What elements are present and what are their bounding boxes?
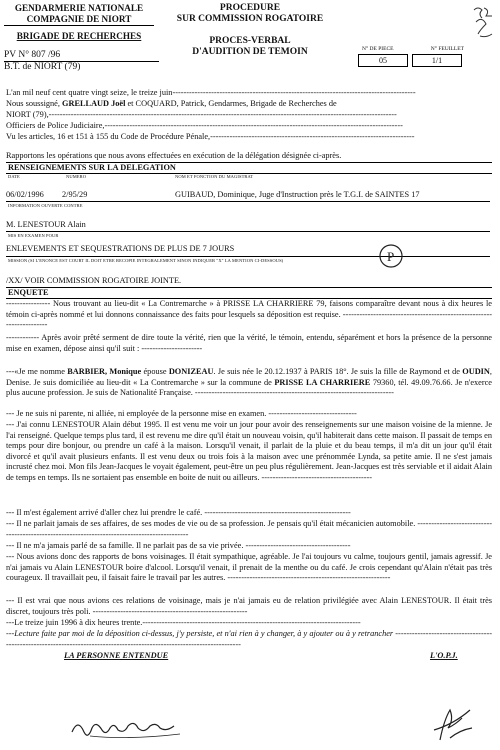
numero-label: NUMERO [66, 174, 87, 179]
opj-signature-label: L'O.P.J. [430, 651, 458, 660]
paragraph-relations: --- Nous avions donc des rapports de bons voisinages. Il était sympathique, agréable. Je l'ai toujours vu calme, toujours gentil, jamais agressif. Je n'ai jamais vu Alain LENESTOUR boire d'alcool. Lorsqu'il venait, il prenait de la menthe ou du café. Je crois cependant qu'Alain n'était pas très courageux. Il travaillait peu, il faisait faire le travail par les autres. ----------------------------------------------------------- [6, 552, 492, 582]
org-line-2: COMPAGNIE DE NIORT [26, 13, 132, 24]
paragraph-privileged: --- Il est vrai que nous avions ces relations de voisinage, mais je n'ai jamais eu de relation privilégiée avec Alain LENESTOUR. Il était très discret, toujours très poli. -------------------------------------------------------- [6, 596, 492, 616]
piece-label: N° DE PIECE [362, 46, 394, 52]
intro-date-line: L'an mil neuf cent quatre vingt seize, le treize juin---------------------------------------------------------------------------------------- [6, 88, 416, 97]
intro-location-line: NIORT (79),------------------------------------------------------------------------------------------------------------------------------ [6, 110, 397, 119]
paragraph-family: --- Il ne m'a jamais parlé de sa famille. Il ne parlait pas de sa vie privée. -------------------------------------- [6, 541, 351, 550]
issuing-organization [4, 3, 154, 42]
delegation-date: 06/02/1996 [6, 190, 44, 199]
paragraph-acquaintance: --- J'ai connu LENESTOUR Alain début 1995. Il est venu me voir un jour pour avoir des renseignements sur une maison voisine de la mienne. Je l'ai renseigné. Quelque temps plus tard, il est revenu me dire qu'il était un nouveau voisin, qu'il habiterait dans cette maison. Il passait de temps en temps pour dire bonjour, ou prendre un café à la maison. Lorsqu'il venait, il parlait de la pluie et du beau temps, il m'a dit un jour qu'il était divorcé et qu'il avait plusieurs enfants. Il est venu deux ou trois fois à la maison avec une prénommée Lynda, sa petite amie. Il ne s'est jamais incrusté chez moi. Mon fils Jean-Jacques le voyait également, peut-être un peu plus régulièrement. Jean-Jacques est très serviable et il aidait Alain de temps en temps. Ils ne sortaient pas ensemble en boite de nuit ou ailleurs. ---------------------------------------- [6, 420, 492, 482]
witness-signature-label: LA PERSONNE ENTENDUE [64, 651, 169, 660]
svg-text:P: P [387, 249, 395, 264]
unit-name: BRIGADE DE RECHERCHES [16, 31, 142, 41]
mission-label: MISSION (SI L'ENONCE EST COURT IL DOIT ETRE RECOPIE INTEGRALEMENT SINON INDIQUER "X" LA MENTION CI-DESSOUS) [8, 258, 284, 263]
paragraph-coffee: --- Il m'est également arrivé d'aller chez lui prendre le café. ----------------------------------------------------- [6, 508, 351, 517]
date-label: DATE [8, 174, 20, 179]
delegation-heading: RENSEIGNEMENTS SUR LA DELEGATION [6, 162, 492, 174]
handwritten-annotation [470, 4, 496, 44]
document-title [150, 3, 350, 57]
delegation-numero: 2/95/29 [62, 190, 88, 199]
title-line-3: PROCES-VERBAL [209, 36, 291, 46]
mis-examen-name: M. LENESTOUR Alain [6, 220, 86, 229]
piece-feuillet [358, 46, 468, 67]
feuillet-number-box: 1/1 [412, 54, 462, 67]
info-label: INFORMATION OUVERTE CONTRE [8, 203, 83, 208]
title-line-4: D'AUDITION DE TEMOIN [192, 46, 308, 57]
paragraph-reading: ---Lecture faite par moi de la déposition ci-dessus, j'y persiste, et n'ai rien à y changer, à y ajouter ou à y retrancher ------------------------------------------------------------------------------------------------------------------------ [6, 629, 492, 649]
witness-signature [70, 712, 190, 742]
delegation-magistrat: GUIBAUD, Dominique, Juge d'Instruction près le T.G.I. de SAINTES 17 [175, 190, 420, 199]
circled-mark [378, 243, 404, 269]
title-line-2: SUR COMMISSION ROGATOIRE [176, 13, 324, 24]
paragraph-identity: ---«Je me nomme BARBIER, Monique épouse DONIZEAU. Je suis née le 20.12.1937 à PARIS 18°. Je suis la fille de Raymond et de OUDIN, Denise. Je suis domiciliée au lieu-dit « La Contremarche » sur la commune de PRISSE LA CHARRIERE 79360, tél. 49.09.76.66. Je n'exerce plus aucune profession. Je suis de Nationalité Française. ------------------------------------------------------------------------ [6, 367, 492, 397]
charge-text: ENLEVEMENTS ET SEQUESTRATIONS DE PLUS DE 7 JOURS [6, 244, 235, 253]
bt-name: B.T. de NIORT (79) [4, 62, 81, 72]
intro-operations-line: Rapportons les opérations que nous avons effectuées en exécution de la délégation désignée ci-après. [6, 151, 342, 160]
paragraph-relation: --- Je ne suis ni parente, ni alliée, ni employée de la personne mise en examen. -------------------------------- [6, 409, 357, 418]
paragraph-closing-time: ---Le treize juin 1996 à dix heures trente.------------------------------------------------------------------------------- [6, 618, 361, 627]
intro-officers-line: Nous soussigné, GRELLAUD Joël et COQUARD, Patrick, Gendarmes, Brigade de Recherches de [6, 99, 337, 108]
piece-number-box: 05 [358, 54, 408, 67]
feuillet-label: N° FEUILLET [430, 46, 464, 52]
intro-opj-line: Officiers de Police Judiciaire,------------------------------------------------------------------------------------------------------------ [6, 121, 403, 130]
paragraph-business: --- Il ne parlait jamais de ses affaires, de ses modes de vie ou de sa profession. Je pensais qu'il était mécanicien automobile. --------------------------------------------------------------------------------------------- [6, 519, 492, 539]
intro-articles-line: Vu les articles, 16 et 151 à 155 du Code de Procédure Pénale,-------------------------------------------------------------------------- [6, 132, 415, 141]
opj-signature [420, 700, 480, 745]
org-line-1: GENDARMERIE NATIONALE [14, 3, 144, 13]
pv-number: PV N° 807 /96 [4, 50, 61, 60]
paragraph-appearance: ---------------- Nous trouvant au lieu-dit « La Contremarche » à PRISSE LA CHARRIERE 79, faisons comparaître devant nous à dix heures le témoin ci-après nommé et lui donnons connaissance des faits pour lesquels sa déposition est requise. --------------------------------------------------------------------- [6, 299, 492, 329]
mission-text: /XX/ VOIR COMMISSION ROGATOIRE JOINTE. [6, 276, 182, 285]
enquete-heading: ENQUETE [6, 287, 492, 299]
pv-reference [4, 50, 164, 73]
magistrat-label: NOM ET FONCTION DU MAGISTRAT [175, 174, 254, 179]
mis-examen-label: MIS EN EXAMEN POUR [8, 233, 59, 238]
title-line-1: PROCEDURE [219, 3, 281, 13]
paragraph-oath: ------------ Après avoir prêté serment de dire toute la vérité, rien que la vérité, le témoin, entendu, séparément et hors la présence de la personne mise en examen, dépose ainsi qu'il suit : ---------------------- [6, 333, 492, 353]
